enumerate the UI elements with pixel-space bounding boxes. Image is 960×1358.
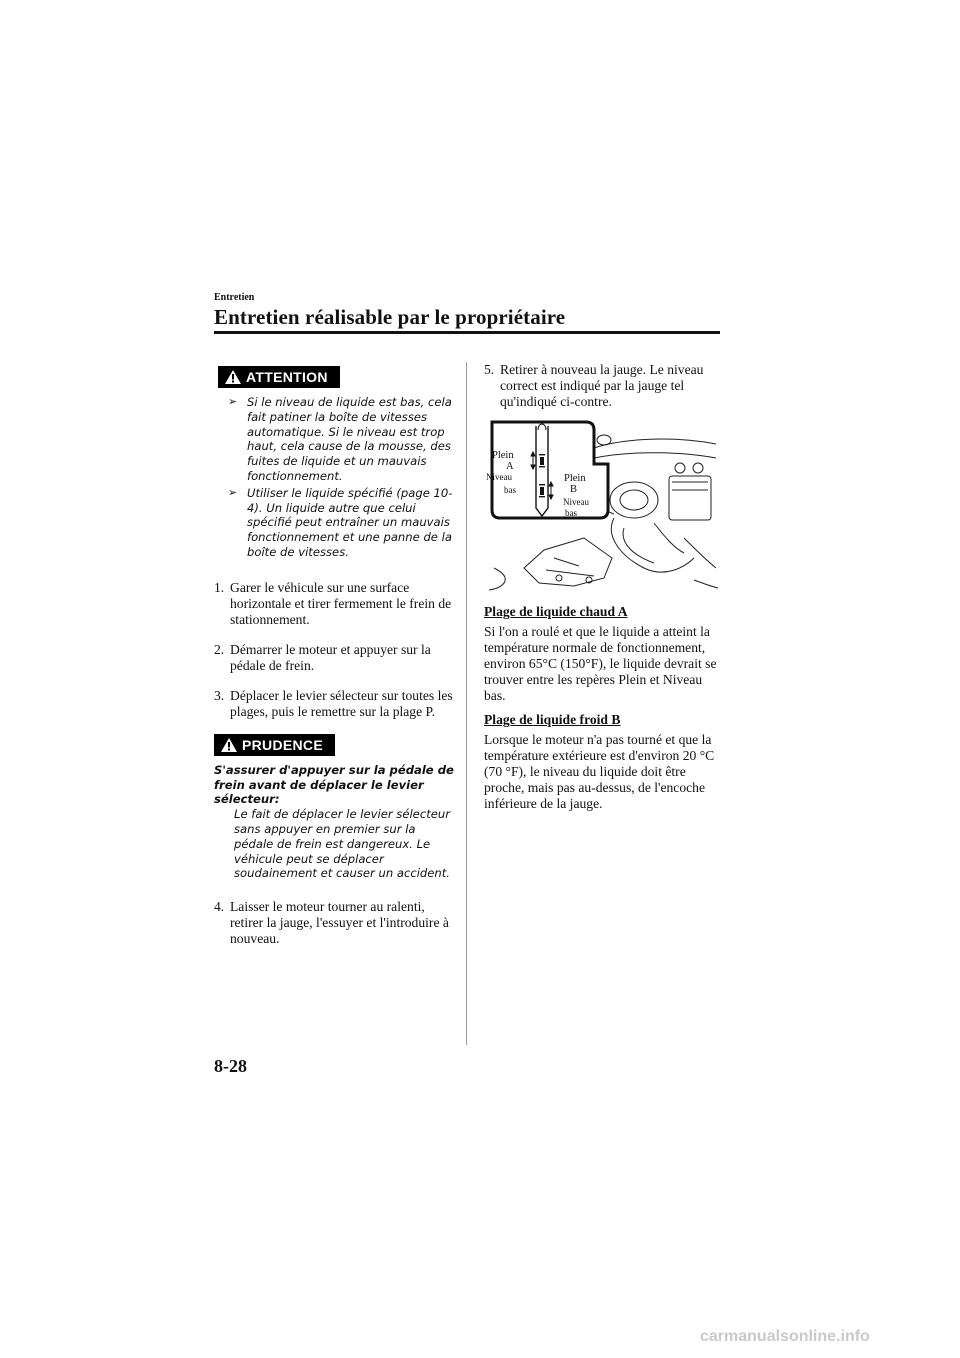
page-number: 8-28: [214, 1056, 247, 1076]
label-letter-b: B: [570, 484, 578, 495]
step-text: Retirer à nouveau la jauge. Le niveau correct est indiqué par la jauge tel qu'indiqué ci-contre.: [500, 362, 704, 409]
step-item: [214, 688, 454, 720]
label-letter-a: A: [506, 461, 514, 472]
section-label: Entretien: [214, 292, 255, 303]
step-number: 3.: [214, 687, 225, 703]
label-full-b: Plein: [564, 473, 586, 484]
column-divider: [466, 362, 467, 1045]
step-number: 1.: [214, 579, 225, 595]
attention-item-text: Si le niveau de liquide est bas, cela fait patiner la boîte de vitesses automatique. Si le niveau est trop haut, cela cause de la mousse, des fuites de liquide et un mauvais fonctionnement.: [247, 395, 452, 483]
warning-triangle-icon: [220, 737, 238, 753]
label-low-a-line1: Niveau: [486, 472, 512, 482]
step-number: 2.: [214, 641, 225, 657]
attention-list: [214, 395, 454, 560]
arrow-bullet-icon: ➢: [228, 485, 238, 499]
hot-range-text: Si l'on a roulé et que le liquide a atteint la température normale de fonctionnement, environ 65°C (150°F), le liquide devrait se trouver entre les repères Plein et Niveau bas.: [484, 624, 717, 703]
label-low-b-line1: Niveau: [563, 497, 589, 507]
step-text: Laisser le moteur tourner au ralenti, retirer la jauge, l'essuyer et l'introduire à nouveau.: [230, 899, 449, 947]
attention-item: [214, 395, 454, 484]
attention-item-text: Utiliser le liquide spécifié (page 10-4). Un liquide autre que celui spécifié peut entraîner un mauvais fonctionnement et une panne de la boîte de vitesses.: [247, 485, 453, 559]
step-item: [214, 899, 454, 947]
title-rule: [214, 331, 720, 334]
prudence-body: Le fait de déplacer le levier sélecteur sans appuyer en premier sur la pédale de frein est dangereux. Le véhicule peut se déplacer soudainement et causer un accident.: [234, 807, 450, 881]
cold-range-heading: Plage de liquide froid B: [484, 712, 621, 727]
label-low-b-line2: bas: [565, 508, 577, 518]
attention-badge: [218, 366, 340, 388]
attention-label: ATTENTION: [246, 369, 328, 385]
step-number: 5.: [484, 362, 495, 377]
label-low-a-line2: bas: [504, 485, 516, 495]
dipstick-figure: [484, 418, 720, 594]
label-full-a: Plein: [492, 450, 514, 461]
step-number: 4.: [214, 899, 225, 915]
cold-range-text: Lorsque le moteur n'a pas tourné et que la température extérieure est d'environ 20 °C (70 °F), le niveau du liquide doit être proche, mais pas au-dessus, de l'encoche inférieure de la jauge.: [484, 732, 715, 811]
step-item: [214, 580, 454, 628]
prudence-badge: [214, 734, 335, 756]
step-text: Déplacer le levier sélecteur sur toutes les plages, puis le remettre sur la plage P.: [230, 687, 453, 719]
left-column: [214, 366, 454, 947]
arrow-bullet-icon: ➢: [228, 395, 238, 408]
step-text: Garer le véhicule sur une surface horizontale et tirer fermement le frein de stationnement.: [230, 579, 452, 627]
page-title: Entretien réalisable par le propriétaire: [214, 305, 566, 329]
step-item: [484, 362, 724, 410]
warning-triangle-icon: [224, 369, 242, 385]
watermark: carmanualsonline.info: [700, 1328, 870, 1345]
prudence-label: PRUDENCE: [242, 736, 323, 753]
step-item: [214, 642, 454, 674]
step-text: Démarrer le moteur et appuyer sur la pédale de frein.: [230, 641, 431, 673]
hot-range-heading: Plage de liquide chaud A: [484, 604, 628, 619]
right-column: [484, 362, 724, 812]
attention-item: [214, 486, 454, 560]
prudence-lead: S'assurer d'appuyer sur la pédale de frein avant de déplacer le levier sélecteur:: [214, 762, 454, 807]
